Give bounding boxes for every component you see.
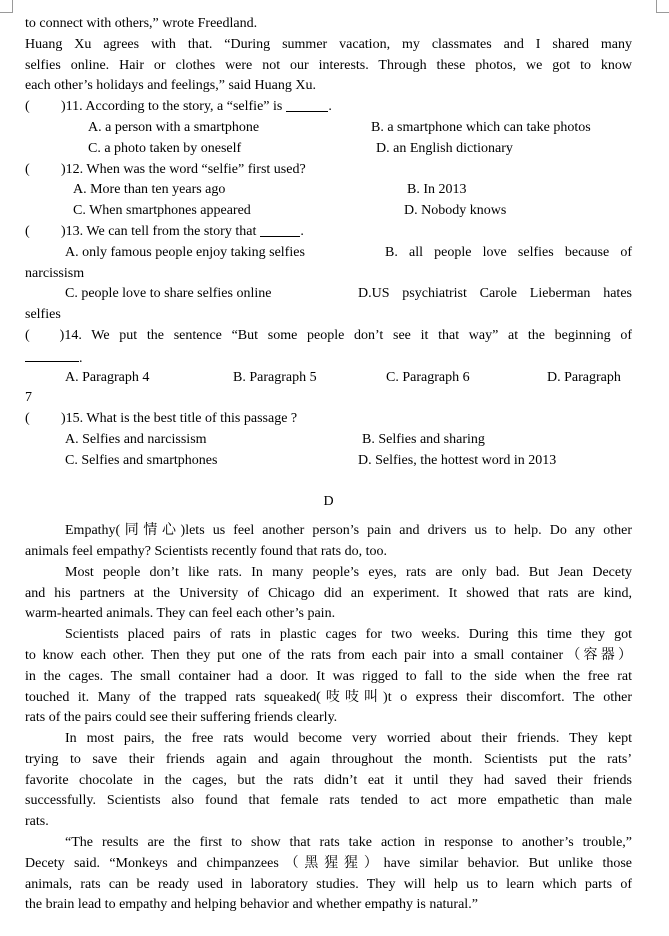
option-d: D. an English dictionary (376, 140, 513, 156)
paragraph-line: trying to save their friends again and again throughout the month. Scientists put the rats’ (25, 751, 632, 767)
option-b: B. Paragraph 5 (233, 369, 317, 385)
paragraph-line: to know each other. Then they put one of the rats from each pair into a small container（容器） (25, 647, 632, 663)
paragraph-line: rats. (25, 814, 49, 830)
question-stem: )15. What is the best title of this passage ? (61, 411, 298, 427)
section-heading: D (323, 494, 334, 510)
answer-bracket: ( (25, 223, 30, 239)
question-15 (25, 409, 632, 430)
paragraph-line: Decety said. “Monkeys and chimpanzees（黑猩猩）have similar behavior. But unlike those (25, 855, 632, 871)
answer-bracket: ( (25, 411, 30, 427)
spacer (25, 513, 632, 521)
paragraph-line: favorite chocolate in the cages, but the rats didn’t eat it until they had saved their friends (25, 772, 632, 788)
option-a: A. More than ten years ago (73, 182, 226, 198)
option-b: B. all people love selfies because of (385, 244, 632, 260)
question-stem: )13. We can tell from the story that (61, 223, 257, 239)
answer-bracket: ( (25, 161, 30, 177)
answer-blank (260, 222, 300, 237)
question-stem: )14. We put the sentence “But some people don’t see it that way” at the beginning of (59, 327, 632, 343)
passage-line: selfies online. Hair or clothes were not our interests. Through these photos, we got to know (25, 57, 632, 73)
question-suffix: . (300, 223, 304, 239)
options-row (25, 180, 632, 201)
answer-blank (286, 97, 328, 112)
document-page (25, 14, 632, 916)
paragraph-line: rats of the pairs could see their suffering friends clearly. (25, 710, 338, 726)
question-stem: )11. According to the story, a “selfie” is (61, 99, 283, 115)
paragraph-line: animals feel empathy? Scientists recently found that rats do, too. (25, 543, 387, 559)
passage-line: each other’s holidays and feelings,” said Huang Xu. (25, 78, 316, 94)
paragraph-line: in the cages. The small container had a door. It was rigged to fall to the side when the free rat (25, 668, 632, 684)
question-13 (25, 222, 632, 243)
question-suffix: . (79, 350, 83, 366)
option-d: D. Paragraph (547, 369, 621, 385)
option-c: C. a photo taken by oneself (88, 140, 242, 156)
option-d: D. Selfies, the hottest word in 2013 (358, 452, 557, 468)
option-b: B. Selfies and sharing (362, 431, 485, 447)
option-d: D. Nobody knows (404, 203, 507, 219)
option-c: C. people love to share selfies online (65, 286, 272, 302)
question-14 (25, 326, 632, 347)
options-row (25, 451, 632, 472)
paragraph-line: Empathy(同情心)lets us feel another person’s pain and drivers us to help. Do any other (65, 523, 632, 539)
question-11 (25, 97, 632, 118)
option-a: A. only famous people enjoy taking selfies (65, 244, 305, 260)
options-row (25, 139, 632, 160)
options-row (25, 118, 632, 139)
options-row (25, 201, 632, 222)
paragraph-line: animals, rats can be ready used in laboratory studies. They will help us to learn which parts of (25, 876, 632, 892)
option-d: D.US psychiatrist Carole Lieberman hates (358, 286, 632, 302)
paragraph-line: “The results are the first to show that rats take action in response to another’s trouble,” (65, 835, 632, 851)
question-12 (25, 160, 632, 181)
page-corner-mark-left (0, 0, 13, 13)
option-b: B. In 2013 (407, 182, 467, 198)
page-corner-mark-right (656, 0, 669, 13)
question-stem: )12. When was the word “selfie” first used? (61, 161, 306, 177)
answer-bracket: ( (25, 327, 30, 343)
passage-line: Huang Xu agrees with that. “During summer vacation, my classmates and I shared many (25, 36, 632, 52)
paragraph-line: Scientists placed pairs of rats in plastic cages for two weeks. During this time they got (65, 627, 632, 643)
paragraph-line: touched it. Many of the trapped rats squeaked(吱吱叫)t o express their discomfort. The other (25, 689, 632, 705)
options-row (25, 284, 632, 305)
option-c: C. Paragraph 6 (386, 369, 470, 385)
option-continuation: narcissism (25, 265, 85, 281)
options-row (25, 243, 632, 264)
option-b: B. a smartphone which can take photos (371, 119, 591, 135)
answer-blank (25, 347, 79, 362)
option-continuation: 7 (25, 390, 32, 406)
question-14-continuation (25, 347, 632, 368)
option-a: A. Selfies and narcissism (65, 431, 207, 447)
paragraph-line: warm-hearted animals. They can feel each other’s pain. (25, 606, 336, 622)
option-c: C. Selfies and smartphones (65, 452, 218, 468)
option-continuation: selfies (25, 307, 61, 323)
paragraph-line: and his partners at the University of Chicago did an experiment. It showed that rats are kind, (25, 585, 632, 601)
answer-bracket: ( (25, 99, 30, 115)
passage-line: to connect with others,” wrote Freedland. (25, 16, 258, 31)
paragraph-line: In most pairs, the free rats would become very worried about their friends. They kept (65, 731, 632, 747)
paragraph-line: Most people don’t like rats. In many people’s eyes, rats are only bad. But Jean Decety (65, 564, 632, 580)
paragraph-line: the brain lead to empathy and helping behavior and whether empathy is natural.” (25, 897, 478, 913)
spacer (25, 472, 632, 493)
option-a: A. a person with a smartphone (88, 119, 260, 135)
paragraph-line: successfully. Scientists also found that female rats tended to act more empathetic than male (25, 793, 632, 809)
options-row (25, 368, 632, 389)
option-c: C. When smartphones appeared (73, 203, 251, 219)
option-a: A. Paragraph 4 (65, 369, 150, 385)
question-suffix: . (328, 99, 332, 115)
options-row (25, 430, 632, 451)
